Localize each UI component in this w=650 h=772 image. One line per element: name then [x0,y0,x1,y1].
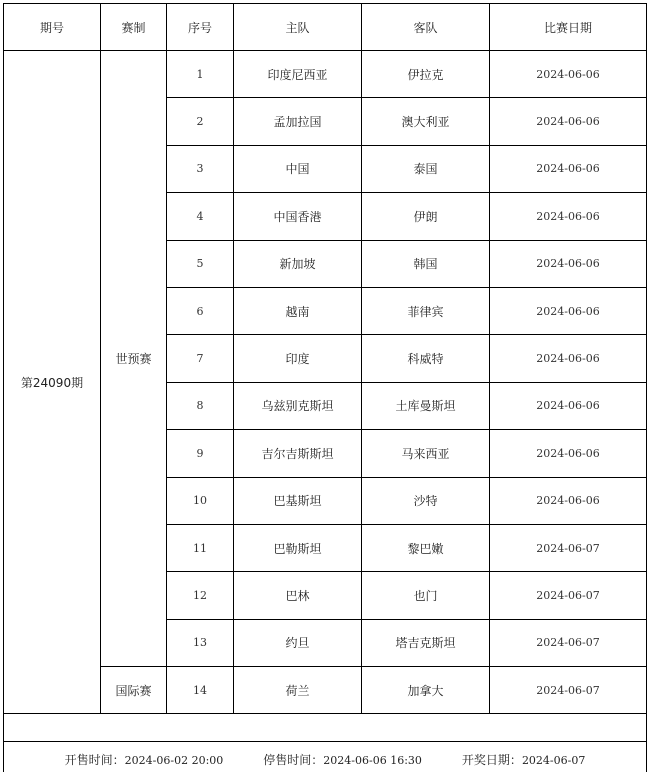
sale-stop-info [263,751,422,768]
blank-row [4,714,647,742]
match-date: 2024-06-06 [490,382,647,429]
match-number: 11 [167,524,234,571]
away-team: 泰国 [362,145,490,192]
schedule-table [3,3,647,772]
away-team: 澳大利亚 [362,98,490,145]
match-date: 2024-06-06 [490,51,647,98]
match-date: 2024-06-06 [490,335,647,382]
match-date: 2024-06-06 [490,287,647,334]
away-team: 也门 [362,572,490,619]
header-away: 客队 [362,4,490,51]
away-team: 韩国 [362,240,490,287]
sale-start-value: 2024-06-02 20:00 [124,753,224,767]
match-number: 3 [167,145,234,192]
home-team: 越南 [234,287,362,334]
draw-date-info [462,751,585,768]
sale-start-info [65,751,224,768]
home-team: 巴基斯坦 [234,477,362,524]
away-team: 菲律宾 [362,287,490,334]
away-team: 加拿大 [362,667,490,714]
match-date: 2024-06-06 [490,193,647,240]
header-issue: 期号 [4,4,101,51]
home-team: 印度 [234,335,362,382]
draw-date-label: 开奖日期： [461,752,522,767]
away-team: 黎巴嫩 [362,524,490,571]
home-team: 巴勒斯坦 [234,524,362,571]
blank-cell [4,714,647,742]
away-team: 土库曼斯坦 [362,382,490,429]
home-team: 吉尔吉斯斯坦 [234,430,362,477]
header-index: 序号 [167,4,234,51]
match-number: 6 [167,287,234,334]
match-number: 13 [167,619,234,666]
match-date: 2024-06-07 [490,667,647,714]
competition-cell: 世预赛 [101,51,167,667]
sale-stop-value: 2024-06-06 16:30 [323,753,422,767]
match-number: 2 [167,98,234,145]
match-number: 1 [167,51,234,98]
header-competition: 赛制 [101,4,167,51]
home-team: 荷兰 [234,667,362,714]
home-team: 印度尼西亚 [234,51,362,98]
home-team: 中国香港 [234,193,362,240]
match-number: 10 [167,477,234,524]
match-date: 2024-06-07 [490,619,647,666]
footer-cell [4,742,647,772]
header-home: 主队 [234,4,362,51]
table-row [4,51,647,98]
away-team: 马来西亚 [362,430,490,477]
away-team: 科威特 [362,335,490,382]
issue-cell: 第24090期 [4,51,101,714]
competition-cell: 国际赛 [101,667,167,714]
sale-start-label: 开售时间： [64,752,125,767]
match-number: 7 [167,335,234,382]
match-number: 9 [167,430,234,477]
home-team: 巴林 [234,572,362,619]
match-number: 5 [167,240,234,287]
match-date: 2024-06-06 [490,145,647,192]
home-team: 中国 [234,145,362,192]
match-date: 2024-06-07 [490,572,647,619]
home-team: 乌兹别克斯坦 [234,382,362,429]
match-date: 2024-06-07 [490,524,647,571]
footer-row [4,742,647,772]
away-team: 伊朗 [362,193,490,240]
header-date: 比赛日期 [490,4,647,51]
match-date: 2024-06-06 [490,240,647,287]
home-team: 新加坡 [234,240,362,287]
match-number: 8 [167,382,234,429]
match-number: 4 [167,193,234,240]
sale-stop-label: 停售时间： [263,752,324,767]
header-row [4,4,647,51]
match-date: 2024-06-06 [490,430,647,477]
away-team: 塔吉克斯坦 [362,619,490,666]
home-team: 孟加拉国 [234,98,362,145]
match-number: 12 [167,572,234,619]
draw-date-value: 2024-06-07 [521,753,586,767]
away-team: 伊拉克 [362,51,490,98]
away-team: 沙特 [362,477,490,524]
match-date: 2024-06-06 [490,477,647,524]
table-row [4,667,647,714]
home-team: 约旦 [234,619,362,666]
match-number: 14 [167,667,234,714]
match-date: 2024-06-06 [490,98,647,145]
